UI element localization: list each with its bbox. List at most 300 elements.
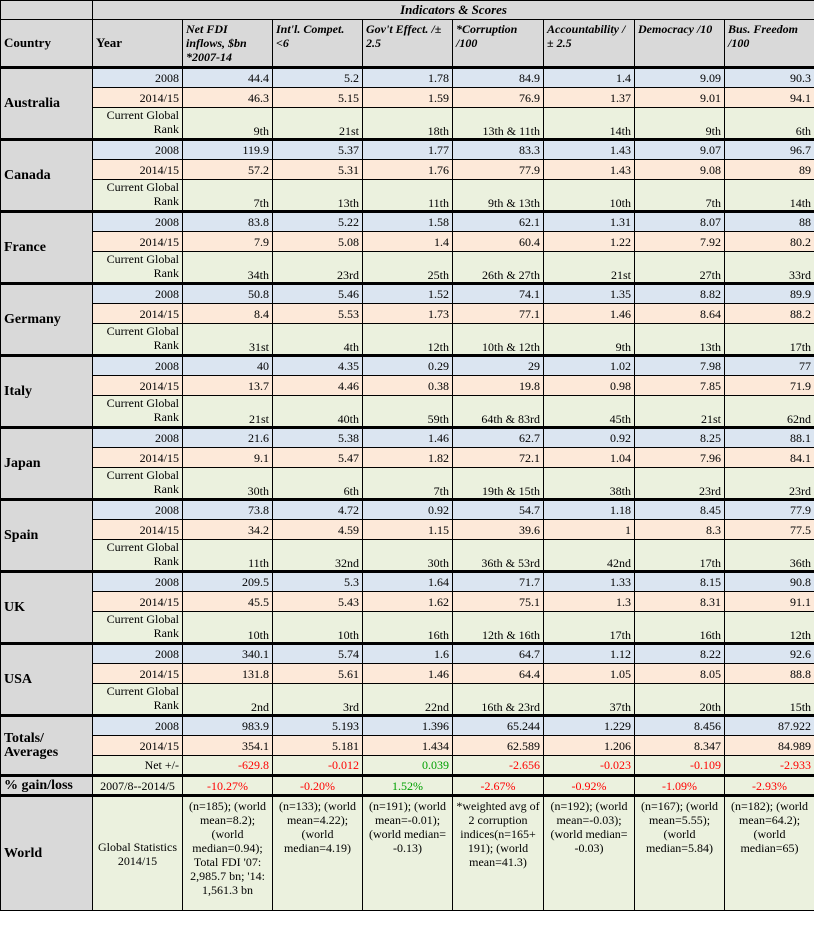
rank-value: 9th <box>635 108 725 140</box>
net-value: -0.109 <box>635 756 725 776</box>
totals-row-2008 <box>1 716 814 736</box>
country-row-2008 <box>1 212 814 232</box>
rank-label: Current Global Rank <box>93 396 183 428</box>
value-2008: 90.8 <box>725 572 814 592</box>
net-value: -629.8 <box>183 756 273 776</box>
gain-value: 1.52% <box>363 776 453 796</box>
value-2014: 94.1 <box>725 88 814 108</box>
country-header: Country <box>1 20 93 68</box>
total-2014: 62.589 <box>453 736 544 756</box>
gain-value: -0.92% <box>544 776 635 796</box>
value-2014: 8.05 <box>635 664 725 684</box>
country-row-rank <box>1 324 814 356</box>
country-row-2008 <box>1 68 814 88</box>
value-2014: 8.64 <box>635 304 725 324</box>
country-row-2008 <box>1 356 814 376</box>
rank-value: 12th & 16th <box>453 612 544 644</box>
value-2008: 5.2 <box>273 68 363 88</box>
value-2014: 5.08 <box>273 232 363 252</box>
year-label: 2008 <box>93 356 183 376</box>
value-2014: 5.53 <box>273 304 363 324</box>
world-row <box>1 796 814 911</box>
country-row-2014 <box>1 592 814 612</box>
value-2014: 1.15 <box>363 520 453 540</box>
rank-value: 10th <box>183 612 273 644</box>
world-stat: *weighted avg of 2 corruption indices(n=165+ 191); (world mean=41.3) <box>453 796 544 911</box>
value-2014: 131.8 <box>183 664 273 684</box>
value-2014: 77.9 <box>453 160 544 180</box>
rank-value: 33rd <box>725 252 814 284</box>
rank-value: 38th <box>544 468 635 500</box>
value-2008: 88 <box>725 212 814 232</box>
totals-label: Totals/ Averages <box>1 716 93 776</box>
country-row-rank <box>1 180 814 212</box>
value-2014: 75.1 <box>453 592 544 612</box>
col-header-democracy: Democracy /10 <box>635 20 725 68</box>
country-row-2014 <box>1 376 814 396</box>
value-2014: 1.59 <box>363 88 453 108</box>
value-2008: 0.29 <box>363 356 453 376</box>
value-2008: 1.6 <box>363 644 453 664</box>
value-2008: 5.22 <box>273 212 363 232</box>
value-2008: 209.5 <box>183 572 273 592</box>
world-label: World <box>1 796 93 911</box>
rank-value: 12th <box>363 324 453 356</box>
value-2014: 0.38 <box>363 376 453 396</box>
world-stat: (n=133); (world mean=4.22); (world median=4.19) <box>273 796 363 911</box>
rank-value: 59th <box>363 396 453 428</box>
value-2008: 62.7 <box>453 428 544 448</box>
value-2008: 5.74 <box>273 644 363 664</box>
rank-value: 7th <box>635 180 725 212</box>
value-2008: 84.9 <box>453 68 544 88</box>
value-2008: 83.3 <box>453 140 544 160</box>
value-2008: 0.92 <box>544 428 635 448</box>
rank-value: 26th & 27th <box>453 252 544 284</box>
col-header-bus-freedom: Bus. Freedom /100 <box>725 20 814 68</box>
country-name: Spain <box>1 500 93 572</box>
value-2014: 1.37 <box>544 88 635 108</box>
value-2008: 8.07 <box>635 212 725 232</box>
total-2008: 983.9 <box>183 716 273 736</box>
year-label: 2014/15 <box>93 88 183 108</box>
year-label: 2014/15 <box>93 304 183 324</box>
rank-label: Current Global Rank <box>93 684 183 716</box>
value-2008: 1.12 <box>544 644 635 664</box>
country-row-rank <box>1 396 814 428</box>
year-label: 2014/15 <box>93 376 183 396</box>
value-2008: 92.6 <box>725 644 814 664</box>
year-label: 2008 <box>93 212 183 232</box>
value-2014: 89 <box>725 160 814 180</box>
value-2014: 7.85 <box>635 376 725 396</box>
col-header-accountability: Accountability /± 2.5 <box>544 20 635 68</box>
rank-value: 17th <box>544 612 635 644</box>
value-2008: 0.92 <box>363 500 453 520</box>
value-2014: 39.6 <box>453 520 544 540</box>
total-2014: 84.989 <box>725 736 814 756</box>
rank-value: 30th <box>363 540 453 572</box>
value-2008: 71.7 <box>453 572 544 592</box>
value-2014: 88.8 <box>725 664 814 684</box>
rank-value: 9th & 13th <box>453 180 544 212</box>
value-2008: 21.6 <box>183 428 273 448</box>
rank-value: 31st <box>183 324 273 356</box>
value-2008: 1.4 <box>544 68 635 88</box>
rank-value: 11th <box>363 180 453 212</box>
value-2014: 77.5 <box>725 520 814 540</box>
year-label: 2014/15 <box>93 160 183 180</box>
rank-value: 25th <box>363 252 453 284</box>
total-2008: 65.244 <box>453 716 544 736</box>
country-row-rank <box>1 540 814 572</box>
total-2008: 1.229 <box>544 716 635 736</box>
value-2014: 77.1 <box>453 304 544 324</box>
rank-value: 42nd <box>544 540 635 572</box>
rank-value: 45th <box>544 396 635 428</box>
value-2014: 1 <box>544 520 635 540</box>
col-header-gov-effect: Gov't Effect. /± 2.5 <box>363 20 453 68</box>
value-2014: 76.9 <box>453 88 544 108</box>
rank-value: 23rd <box>725 468 814 500</box>
title-row <box>1 1 814 20</box>
rank-value: 30th <box>183 468 273 500</box>
year-label: 2008 <box>93 140 183 160</box>
total-2008: 87.922 <box>725 716 814 736</box>
country-row-2014 <box>1 304 814 324</box>
total-2014: 1.206 <box>544 736 635 756</box>
country-row-2008 <box>1 500 814 520</box>
value-2014: 34.2 <box>183 520 273 540</box>
value-2008: 50.8 <box>183 284 273 304</box>
net-label: Net +/- <box>93 756 183 776</box>
year-label: 2014/15 <box>93 232 183 252</box>
world-stat-label: Global Statistics 2014/15 <box>93 796 183 911</box>
col-header-fdi: Net FDI inflows, $bn *2007-14 <box>183 20 273 68</box>
value-2014: 1.76 <box>363 160 453 180</box>
rank-label: Current Global Rank <box>93 324 183 356</box>
rank-value: 10th <box>273 612 363 644</box>
value-2008: 9.09 <box>635 68 725 88</box>
country-row-2014 <box>1 520 814 540</box>
value-2014: 91.1 <box>725 592 814 612</box>
value-2014: 1.43 <box>544 160 635 180</box>
gain-value: -2.67% <box>453 776 544 796</box>
rank-value: 17th <box>635 540 725 572</box>
rank-value: 6th <box>273 468 363 500</box>
year-label: 2008 <box>93 716 183 736</box>
net-value: 0.039 <box>363 756 453 776</box>
total-2008: 1.396 <box>363 716 453 736</box>
country-row-2014 <box>1 88 814 108</box>
rank-value: 21st <box>183 396 273 428</box>
value-2008: 96.7 <box>725 140 814 160</box>
value-2014: 1.4 <box>363 232 453 252</box>
col-header-corruption: *Corruption /100 <box>453 20 544 68</box>
net-value: -0.012 <box>273 756 363 776</box>
country-name: USA <box>1 644 93 716</box>
value-2014: 4.46 <box>273 376 363 396</box>
year-label: 2008 <box>93 572 183 592</box>
gain-period: 2007/8--2014/5 <box>93 776 183 796</box>
value-2014: 7.92 <box>635 232 725 252</box>
value-2014: 0.98 <box>544 376 635 396</box>
value-2008: 8.22 <box>635 644 725 664</box>
value-2014: 57.2 <box>183 160 273 180</box>
value-2014: 5.47 <box>273 448 363 468</box>
rank-label: Current Global Rank <box>93 540 183 572</box>
rank-value: 2nd <box>183 684 273 716</box>
world-stat: (n=185); (world mean=8.2); (world median=0.94); Total FDI '07: 2,985.7 bn; '14: 1,561.3 bn <box>183 796 273 911</box>
value-2008: 7.98 <box>635 356 725 376</box>
country-row-2014 <box>1 232 814 252</box>
value-2014: 7.96 <box>635 448 725 468</box>
value-2008: 83.8 <box>183 212 273 232</box>
rank-value: 23rd <box>273 252 363 284</box>
value-2008: 8.25 <box>635 428 725 448</box>
rank-value: 64th & 83rd <box>453 396 544 428</box>
country-row-2014 <box>1 664 814 684</box>
value-2008: 89.9 <box>725 284 814 304</box>
value-2008: 5.37 <box>273 140 363 160</box>
value-2008: 1.35 <box>544 284 635 304</box>
value-2014: 1.22 <box>544 232 635 252</box>
rank-value: 36th & 53rd <box>453 540 544 572</box>
value-2014: 9.01 <box>635 88 725 108</box>
value-2008: 1.77 <box>363 140 453 160</box>
country-row-2014 <box>1 448 814 468</box>
table-title: Indicators & Scores <box>93 1 814 20</box>
rank-value: 15th <box>725 684 814 716</box>
value-2008: 40 <box>183 356 273 376</box>
rank-value: 21st <box>273 108 363 140</box>
country-name: Australia <box>1 68 93 140</box>
value-2014: 5.15 <box>273 88 363 108</box>
country-name: Germany <box>1 284 93 356</box>
value-2008: 4.35 <box>273 356 363 376</box>
rank-value: 18th <box>363 108 453 140</box>
value-2014: 1.05 <box>544 664 635 684</box>
rank-value: 7th <box>183 180 273 212</box>
value-2008: 62.1 <box>453 212 544 232</box>
country-name: Italy <box>1 356 93 428</box>
year-label: 2014/15 <box>93 592 183 612</box>
value-2014: 9.08 <box>635 160 725 180</box>
value-2014: 5.43 <box>273 592 363 612</box>
rank-label: Current Global Rank <box>93 252 183 284</box>
country-row-2008 <box>1 140 814 160</box>
gain-value: -10.27% <box>183 776 273 796</box>
net-value: -2.656 <box>453 756 544 776</box>
value-2014: 13.7 <box>183 376 273 396</box>
value-2008: 1.64 <box>363 572 453 592</box>
country-row-2008 <box>1 284 814 304</box>
total-2014: 1.434 <box>363 736 453 756</box>
rank-value: 22nd <box>363 684 453 716</box>
year-header: Year <box>93 20 183 68</box>
totals-row-2014 <box>1 736 814 756</box>
value-2014: 80.2 <box>725 232 814 252</box>
world-stat: (n=182); (world mean=64.2); (world median=65) <box>725 796 814 911</box>
year-label: 2008 <box>93 644 183 664</box>
country-name: Japan <box>1 428 93 500</box>
value-2014: 8.4 <box>183 304 273 324</box>
value-2014: 1.3 <box>544 592 635 612</box>
header-row <box>1 20 814 68</box>
net-value: -2.933 <box>725 756 814 776</box>
value-2008: 5.46 <box>273 284 363 304</box>
value-2008: 54.7 <box>453 500 544 520</box>
value-2008: 77.9 <box>725 500 814 520</box>
value-2008: 1.18 <box>544 500 635 520</box>
rank-value: 40th <box>273 396 363 428</box>
rank-value: 7th <box>363 468 453 500</box>
value-2008: 4.72 <box>273 500 363 520</box>
rank-value: 19th & 15th <box>453 468 544 500</box>
year-label: 2008 <box>93 428 183 448</box>
rank-value: 6th <box>725 108 814 140</box>
rank-value: 21st <box>635 396 725 428</box>
rank-value: 10th <box>544 180 635 212</box>
value-2014: 5.61 <box>273 664 363 684</box>
rank-value: 12th <box>725 612 814 644</box>
value-2008: 340.1 <box>183 644 273 664</box>
rank-value: 27th <box>635 252 725 284</box>
year-label: 2014/15 <box>93 736 183 756</box>
rank-value: 16th <box>363 612 453 644</box>
rank-value: 34th <box>183 252 273 284</box>
rank-value: 62nd <box>725 396 814 428</box>
value-2008: 1.43 <box>544 140 635 160</box>
rank-value: 4th <box>273 324 363 356</box>
corner-cell <box>1 1 93 20</box>
value-2014: 1.73 <box>363 304 453 324</box>
value-2014: 1.82 <box>363 448 453 468</box>
net-value: -0.023 <box>544 756 635 776</box>
value-2008: 8.15 <box>635 572 725 592</box>
value-2008: 9.07 <box>635 140 725 160</box>
value-2008: 5.3 <box>273 572 363 592</box>
rank-value: 37th <box>544 684 635 716</box>
rank-value: 14th <box>544 108 635 140</box>
rank-value: 14th <box>725 180 814 212</box>
rank-value: 9th <box>544 324 635 356</box>
rank-label: Current Global Rank <box>93 468 183 500</box>
value-2014: 72.1 <box>453 448 544 468</box>
year-label: 2008 <box>93 500 183 520</box>
rank-value: 32nd <box>273 540 363 572</box>
country-row-rank <box>1 468 814 500</box>
rank-value: 16th <box>635 612 725 644</box>
value-2014: 8.3 <box>635 520 725 540</box>
value-2014: 1.04 <box>544 448 635 468</box>
rank-label: Current Global Rank <box>93 108 183 140</box>
country-row-2008 <box>1 572 814 592</box>
value-2008: 1.52 <box>363 284 453 304</box>
country-row-rank <box>1 684 814 716</box>
rank-value: 13th <box>635 324 725 356</box>
value-2008: 64.7 <box>453 644 544 664</box>
value-2008: 1.02 <box>544 356 635 376</box>
rank-value: 20th <box>635 684 725 716</box>
totals-row-net <box>1 756 814 776</box>
country-row-2014 <box>1 160 814 180</box>
year-label: 2008 <box>93 284 183 304</box>
value-2008: 74.1 <box>453 284 544 304</box>
value-2014: 5.31 <box>273 160 363 180</box>
value-2014: 64.4 <box>453 664 544 684</box>
total-2014: 5.181 <box>273 736 363 756</box>
value-2014: 71.9 <box>725 376 814 396</box>
value-2014: 46.3 <box>183 88 273 108</box>
value-2014: 1.46 <box>544 304 635 324</box>
rank-value: 3rd <box>273 684 363 716</box>
value-2014: 19.8 <box>453 376 544 396</box>
value-2008: 90.3 <box>725 68 814 88</box>
value-2014: 88.2 <box>725 304 814 324</box>
rank-value: 11th <box>183 540 273 572</box>
total-2014: 8.347 <box>635 736 725 756</box>
rank-label: Current Global Rank <box>93 180 183 212</box>
value-2014: 7.9 <box>183 232 273 252</box>
value-2014: 8.31 <box>635 592 725 612</box>
value-2008: 5.38 <box>273 428 363 448</box>
rank-value: 9th <box>183 108 273 140</box>
col-header-compet: Int'l. Compet. <6 <box>273 20 363 68</box>
value-2008: 1.33 <box>544 572 635 592</box>
world-stat: (n=167); (world mean=5.55); (world median=5.84) <box>635 796 725 911</box>
value-2008: 1.31 <box>544 212 635 232</box>
value-2008: 8.82 <box>635 284 725 304</box>
value-2008: 1.58 <box>363 212 453 232</box>
value-2014: 45.5 <box>183 592 273 612</box>
value-2014: 4.59 <box>273 520 363 540</box>
country-row-2008 <box>1 428 814 448</box>
country-row-rank <box>1 252 814 284</box>
total-2008: 8.456 <box>635 716 725 736</box>
country-row-2008 <box>1 644 814 664</box>
country-name: France <box>1 212 93 284</box>
rank-value: 36th <box>725 540 814 572</box>
value-2008: 1.46 <box>363 428 453 448</box>
country-row-rank <box>1 108 814 140</box>
value-2008: 8.45 <box>635 500 725 520</box>
rank-value: 13th <box>273 180 363 212</box>
world-stat: (n=191); (world mean=-0.01); (world median= -0.13) <box>363 796 453 911</box>
year-label: 2014/15 <box>93 664 183 684</box>
rank-value: 21st <box>544 252 635 284</box>
country-name: Canada <box>1 140 93 212</box>
gain-value: -1.09% <box>635 776 725 796</box>
gain-value: -0.20% <box>273 776 363 796</box>
rank-label: Current Global Rank <box>93 612 183 644</box>
value-2008: 73.8 <box>183 500 273 520</box>
rank-value: 23rd <box>635 468 725 500</box>
gain-loss-row <box>1 776 814 796</box>
rank-value: 17th <box>725 324 814 356</box>
total-2014: 354.1 <box>183 736 273 756</box>
value-2008: 29 <box>453 356 544 376</box>
value-2008: 77 <box>725 356 814 376</box>
gain-value: -2.93% <box>725 776 814 796</box>
rank-value: 16th & 23rd <box>453 684 544 716</box>
gain-label: % gain/loss <box>1 776 93 796</box>
value-2014: 84.1 <box>725 448 814 468</box>
rank-value: 10th & 12th <box>453 324 544 356</box>
country-row-rank <box>1 612 814 644</box>
value-2014: 1.46 <box>363 664 453 684</box>
world-stat: (n=192); (world mean=-0.03); (world median= -0.03) <box>544 796 635 911</box>
